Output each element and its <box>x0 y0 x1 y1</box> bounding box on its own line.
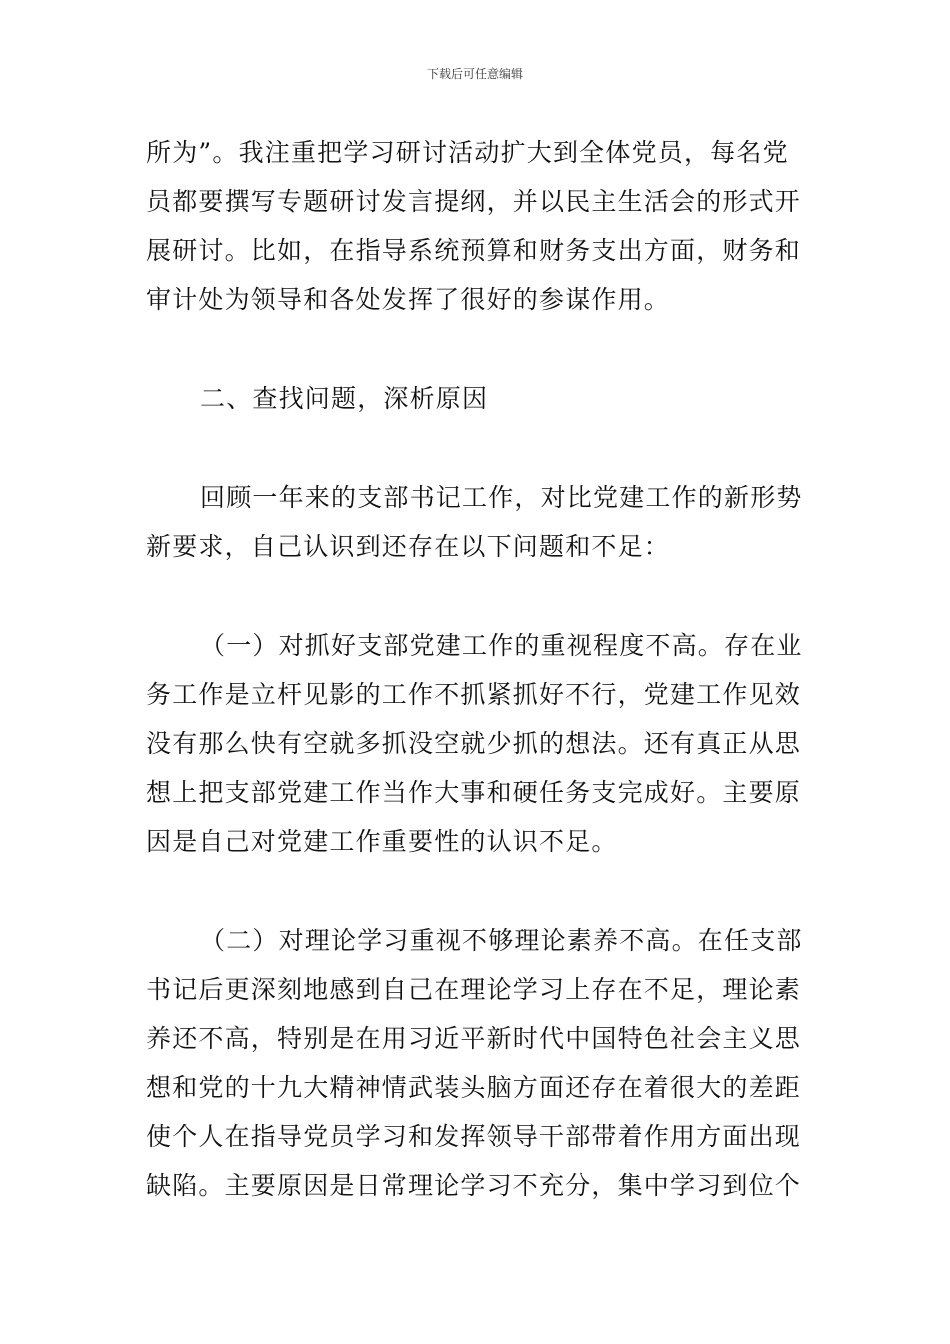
paragraph-gap <box>146 423 810 473</box>
text-line: （二）对理论学习重视不够理论素养不高。在任支部 <box>200 926 803 955</box>
text-line: 回顾一年来的支部书记工作，对比党建工作的新形势 <box>200 483 803 512</box>
paragraph-gap <box>146 866 810 916</box>
text-line: 所为”。我注重把学习研讨活动扩大到全体党员，每名党 <box>146 138 789 167</box>
text-line: 员都要撰写专题研讨发言提纲，并以民主生活会的形式开 <box>146 187 802 216</box>
text-line: 想和党的十九大精神情武装头脑方面还存在着很大的差距 <box>146 1073 802 1102</box>
paragraph-gap <box>146 324 810 374</box>
text-line: 展研讨。比如，在指导系统预算和财务支出方面，财务和 <box>146 236 802 265</box>
paragraph-gap <box>146 571 810 621</box>
document-body <box>146 128 810 1210</box>
section-heading-text: 二、查找问题，深析原因 <box>200 384 489 413</box>
text-line: 没有那么快有空就多抓没空就少抓的想法。还有真正从思 <box>146 729 802 758</box>
text-line: （一）对抓好支部党建工作的重视程度不高。存在业 <box>200 631 803 660</box>
page-header: 下载后可任意编辑 <box>426 67 523 81</box>
text-line: 务工作是立杆见影的工作不抓紧抓好不行，党建工作见效 <box>146 680 802 709</box>
paragraph-item-1 <box>146 621 810 866</box>
text-line: 书记后更深刻地感到自己在理论学习上存在不足，理论素 <box>146 975 802 1004</box>
text-line: 因是自己对党建工作重要性的认识不足。 <box>146 827 618 856</box>
text-line: 养还不高，特别是在用习近平新时代中国特色社会主义思 <box>146 1024 802 1053</box>
paragraph-item-2 <box>146 916 810 1210</box>
text-line: 想上把支部党建工作当作大事和硬任务支完成好。主要原 <box>146 778 802 807</box>
section-heading <box>146 374 810 423</box>
text-line: 缺陷。主要原因是日常理论学习不充分，集中学习到位个 <box>146 1171 802 1200</box>
text-line: 使个人在指导党员学习和发挥领导干部带着作用方面出现 <box>146 1122 802 1151</box>
paragraph-continuation <box>146 128 810 324</box>
text-line: 审计处为领导和各处发挥了很好的参谋作用。 <box>146 285 671 314</box>
text-line: 新要求，自己认识到还存在以下问题和不足： <box>146 532 671 561</box>
paragraph-review <box>146 473 810 571</box>
